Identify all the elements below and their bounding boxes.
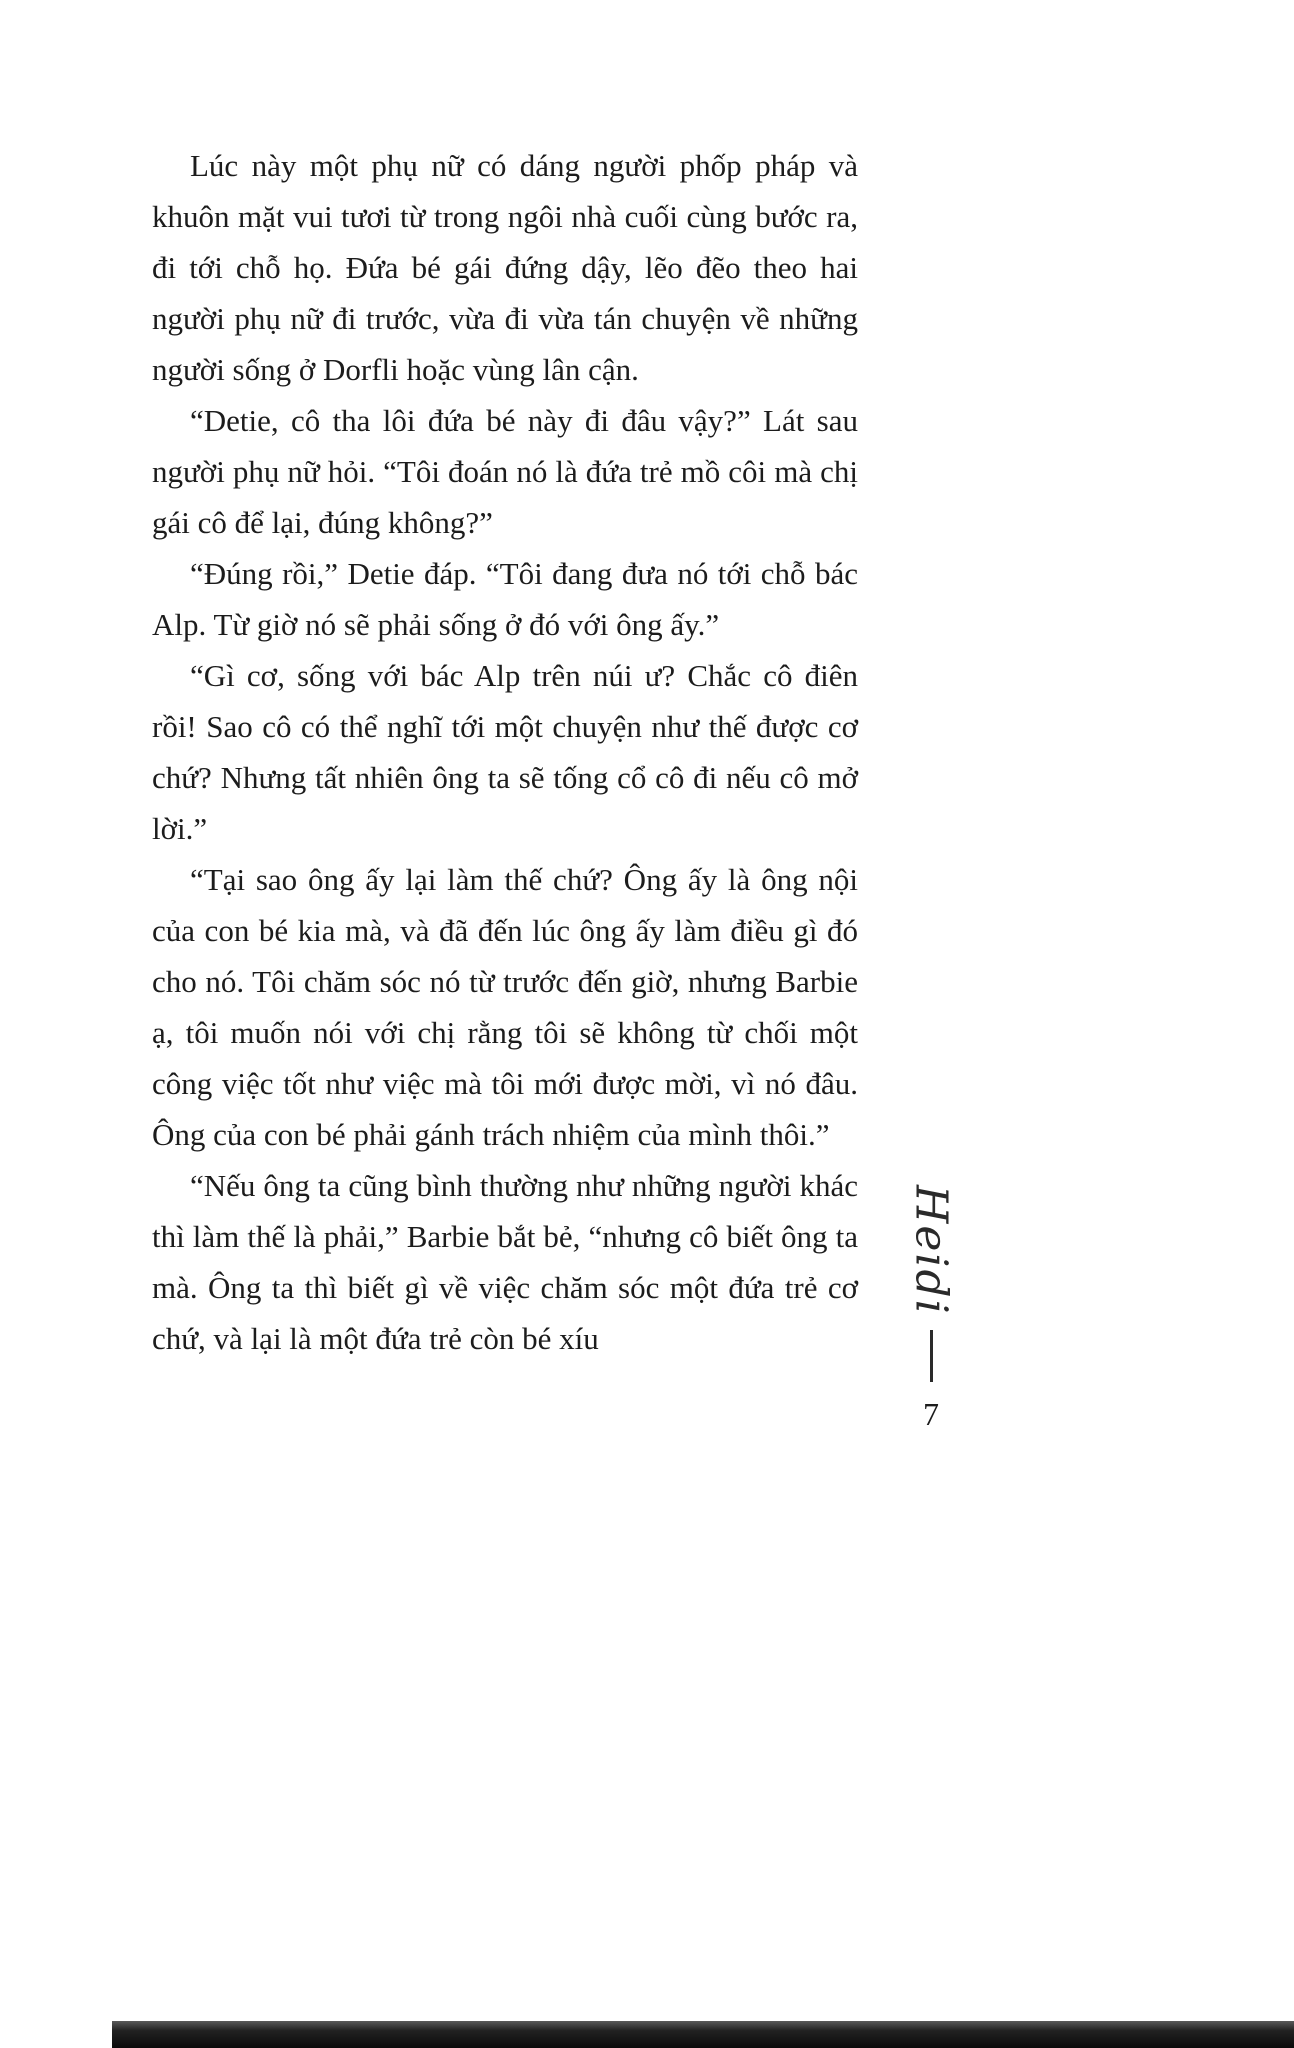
paragraph-6: “Nếu ông ta cũng bình thường như những người khác thì làm thế là phải,” Barbie bắt bẻ, “nhưng cô biết ông ta mà. Ông ta thì biết gì về việc chăm sóc một đứa trẻ cơ chứ, và lại là một đứa trẻ còn bé xíu	[152, 1168, 858, 1356]
divider-line	[930, 1330, 933, 1382]
paragraph-4: “Gì cơ, sống với bác Alp trên núi ư? Chắc cô điên rồi! Sao cô có thể nghĩ tới một chuyện như thế được cơ chứ? Nhưng tất nhiên ông ta sẽ tống cổ cô đi nếu cô mở lời.”	[152, 658, 858, 846]
running-title: Heidi	[905, 1185, 957, 1316]
paragraph-5: “Tại sao ông ấy lại làm thế chứ? Ông ấy là ông nội của con bé kia mà, và đã đến lúc ông ấy làm điều gì đó cho nó. Tôi chăm sóc nó từ trước đến giờ, nhưng Barbie ạ, tôi muốn nói với chị rằng tôi sẽ không từ chối một công việc tốt như việc mà tôi mới được mời, vì nó đâu. Ông của con bé phải gánh trách nhiệm của mình thôi.”	[152, 862, 858, 1152]
page-number: 7	[923, 1395, 939, 1432]
body-text	[152, 140, 858, 1364]
scan-edge-shadow	[112, 2021, 1294, 2048]
page-margin-column	[893, 1185, 969, 1433]
paragraph-3: “Đúng rồi,” Detie đáp. “Tôi đang đưa nó tới chỗ bác Alp. Từ giờ nó sẽ phải sống ở đó với ông ấy.”	[152, 556, 858, 642]
paragraph-2: “Detie, cô tha lôi đứa bé này đi đâu vậy?” Lát sau người phụ nữ hỏi. “Tôi đoán nó là đứa trẻ mồ côi mà chị gái cô để lại, đúng không?”	[152, 403, 858, 540]
paragraph-1: Lúc này một phụ nữ có dáng người phốp pháp và khuôn mặt vui tươi từ trong ngôi nhà cuối cùng bước ra, đi tới chỗ họ. Đứa bé gái đứng dậy, lẽo đẽo theo hai người phụ nữ đi trước, vừa đi vừa tán chuyện về những người sống ở Dorfli hoặc vùng lân cận.	[152, 148, 858, 387]
